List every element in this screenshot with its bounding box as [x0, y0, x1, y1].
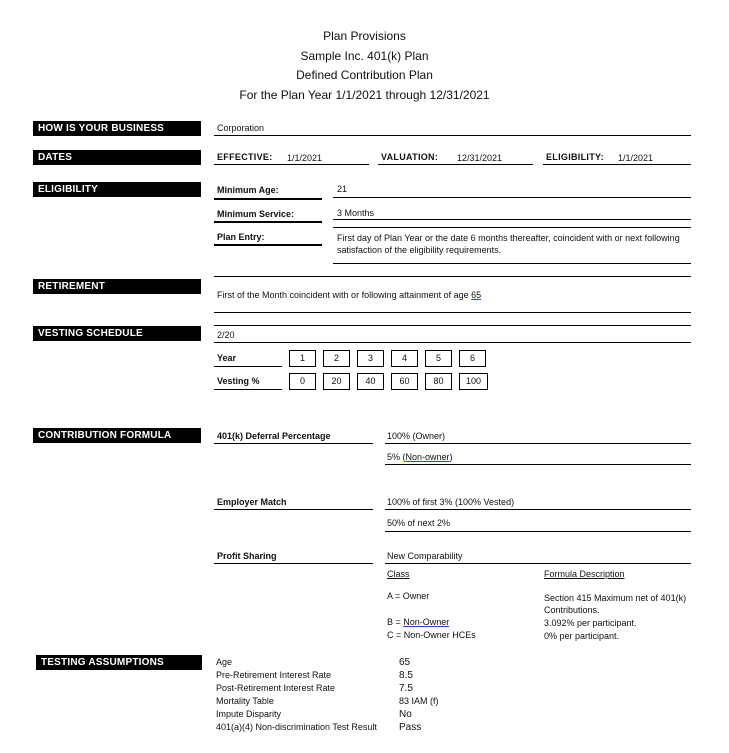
profit-sharing-type: New Comparability [387, 551, 463, 561]
divider [214, 244, 322, 246]
valuation-value: 12/31/2021 [457, 153, 503, 163]
match-label: Employer Match [217, 497, 287, 507]
section-header-contribution: CONTRIBUTION FORMULA [33, 428, 201, 443]
eligibility-date-label: ELIGIBILITY: [546, 152, 604, 162]
divider [214, 342, 691, 343]
effective-value: 1/1/2021 [287, 153, 323, 163]
class-b-row [387, 617, 449, 628]
testing-value: Pass [399, 722, 422, 733]
eligibility-date-value: 1/1/2021 [618, 153, 654, 163]
effective-label: EFFECTIVE: [217, 152, 273, 162]
divider [214, 563, 373, 564]
testing-value: 65 [399, 657, 411, 668]
divider [543, 164, 691, 165]
profit-sharing-label: Profit Sharing [217, 551, 277, 561]
divider [214, 135, 691, 136]
divider [214, 509, 373, 510]
testing-label: Age [216, 657, 233, 667]
formula-a: Section 415 Maximum net of 401(k) Contributions. [544, 593, 687, 615]
deferral-nonowner-word: Non-owner [405, 452, 450, 462]
divider [385, 563, 691, 564]
divider [333, 197, 691, 198]
divider [214, 443, 373, 444]
divider [214, 198, 322, 200]
testing-value: No [399, 709, 412, 720]
formula-b: 3.092% per participant. [544, 618, 637, 628]
testing-label: Mortality Table [216, 696, 274, 706]
section-header-eligibility: ELIGIBILITY [33, 182, 201, 197]
section-header-retirement: RETIREMENT [33, 279, 201, 294]
divider [214, 221, 322, 223]
min-age-value: 21 [337, 184, 348, 194]
class-header: Class [387, 569, 410, 579]
title-line-4: For the Plan Year 1/1/2021 through 12/31/2021 [239, 88, 490, 102]
year-cell: 6 [459, 350, 486, 367]
section-header-testing: TESTING ASSUMPTIONS [36, 655, 202, 670]
year-cell: 1 [289, 350, 316, 367]
class-b-prefix: B = [387, 617, 404, 627]
title-line-1: Plan Provisions [323, 29, 406, 43]
deferral-nonowner-row [387, 452, 453, 463]
class-c: C = Non-Owner HCEs [387, 630, 476, 640]
year-cell: 3 [357, 350, 384, 367]
vesting-schedule-value: 2/20 [217, 330, 235, 340]
divider [214, 164, 369, 165]
year-cell: 4 [391, 350, 418, 367]
divider [214, 389, 282, 390]
divider [385, 509, 691, 510]
deferral-nonowner-close: ) [449, 452, 453, 462]
divider [378, 164, 533, 165]
divider [385, 443, 691, 444]
testing-label: Post-Retirement Interest Rate [216, 683, 336, 693]
vesting-cell: 20 [323, 373, 350, 390]
section-header-vesting: VESTING SCHEDULE [33, 326, 201, 341]
retirement-text-row [217, 290, 481, 301]
title-line-3: Defined Contribution Plan [296, 68, 433, 82]
vesting-percent-label: Vesting % [217, 376, 260, 386]
plan-entry-value: First day of Plan Year or the date 6 months thereafter, coincident with or next following satisfaction of the eligibility requirements. [337, 233, 680, 255]
divider [333, 219, 691, 220]
divider [385, 464, 691, 465]
class-b-word: Non-Owner [403, 617, 450, 627]
vesting-cell: 100 [459, 373, 488, 390]
testing-value: 8.5 [399, 670, 413, 681]
vesting-cell: 80 [425, 373, 452, 390]
formula-header: Formula Description [544, 569, 625, 579]
valuation-label: VALUATION: [381, 152, 439, 162]
divider [333, 263, 691, 264]
deferral-label: 401(k) Deferral Percentage [217, 431, 331, 441]
year-label: Year [217, 353, 237, 363]
class-a: A = Owner [387, 591, 430, 601]
match-tier-1: 100% of first 3% (100% Vested) [387, 497, 515, 507]
vesting-cell: 40 [357, 373, 384, 390]
testing-value: 7.5 [399, 683, 413, 694]
deferral-nonowner-pct: 5% ( [387, 452, 406, 462]
min-age-label: Minimum Age: [217, 185, 279, 195]
min-service-value: 3 Months [337, 208, 375, 218]
taxed-value: Corporation [217, 123, 265, 133]
formula-c: 0% per participant. [544, 631, 620, 641]
retirement-age: 65 [471, 290, 482, 300]
divider [333, 227, 691, 228]
section-header-dates: DATES [33, 150, 201, 165]
section-header-taxed: HOW IS YOUR BUSINESS TAXED? [33, 121, 201, 136]
divider [214, 276, 691, 277]
divider [385, 531, 691, 532]
vesting-cell: 0 [289, 373, 316, 390]
divider [214, 325, 691, 326]
year-cell: 2 [323, 350, 350, 367]
min-service-label: Minimum Service: [217, 209, 295, 219]
testing-label: Pre-Retirement Interest Rate [216, 670, 332, 680]
plan-entry-label: Plan Entry: [217, 232, 265, 242]
title-line-2: Sample Inc. 401(k) Plan [300, 49, 429, 63]
year-cell: 5 [425, 350, 452, 367]
match-tier-2: 50% of next 2% [387, 518, 451, 528]
retirement-text: First of the Month coincident with or following attainment of age [217, 290, 469, 300]
divider [214, 312, 691, 313]
vesting-cell: 60 [391, 373, 418, 390]
testing-value: 83 IAM (f) [399, 696, 439, 706]
testing-label: 401(a)(4) Non-discrimination Test Result [216, 722, 377, 732]
testing-label: Impute Disparity [216, 709, 282, 719]
divider [214, 366, 282, 367]
deferral-owner: 100% (Owner) [387, 431, 446, 441]
